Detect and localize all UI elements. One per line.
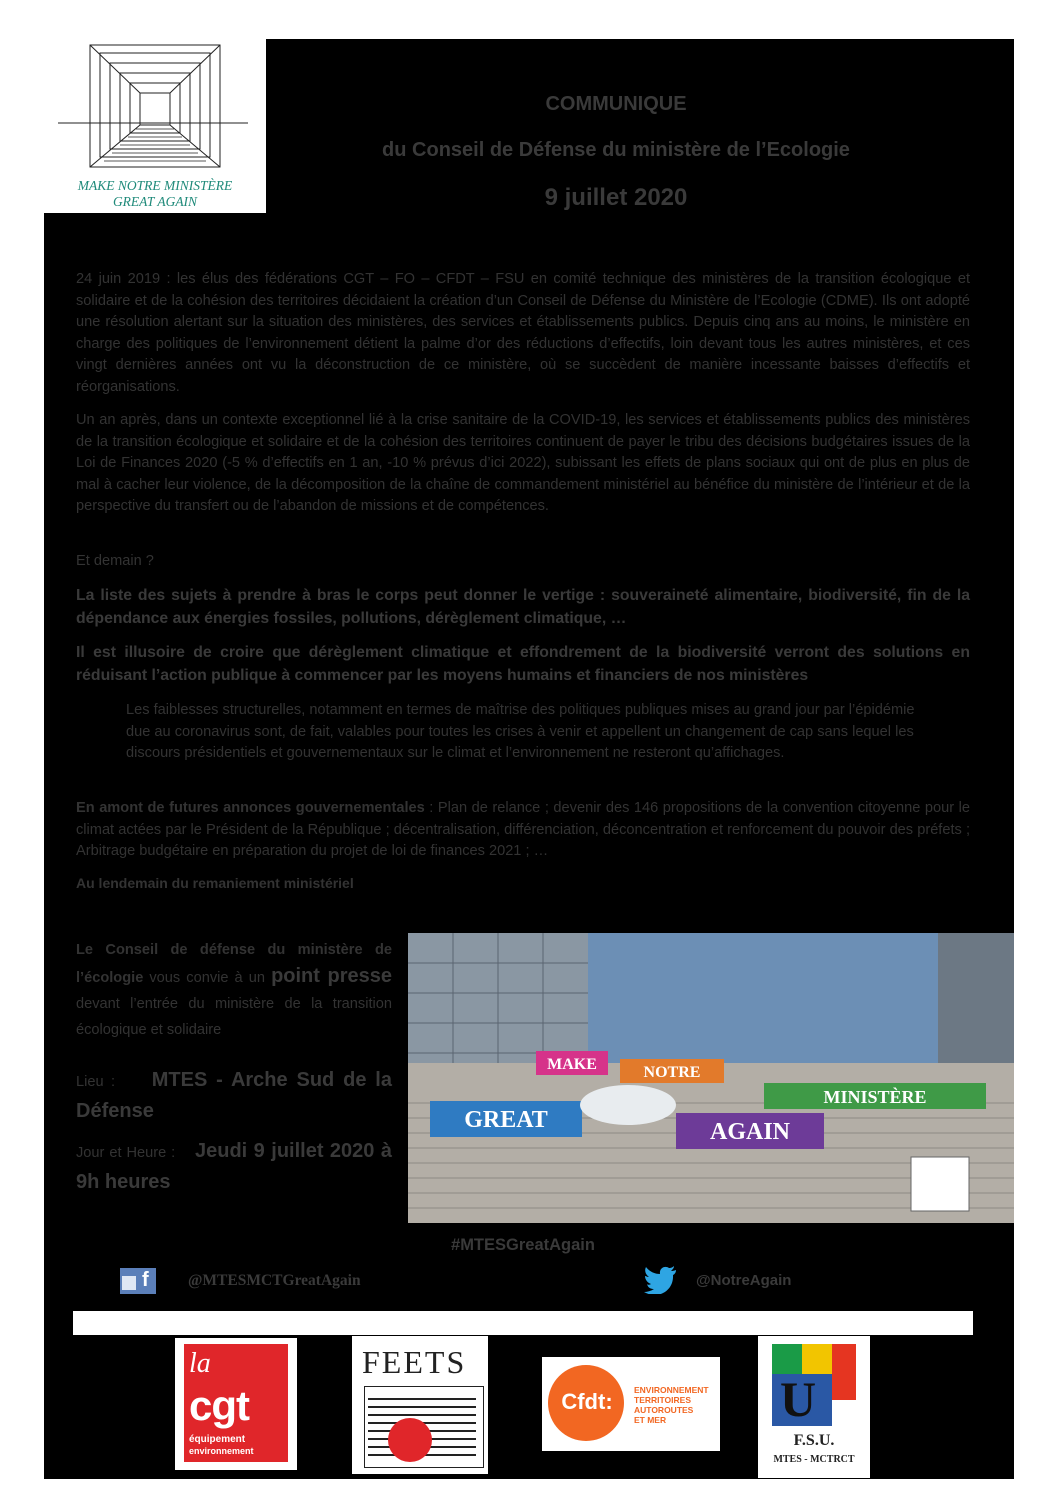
- photo-word-again: AGAIN: [709, 1119, 791, 1145]
- feets-fo-logo: [352, 1336, 488, 1474]
- communique-date: 9 juillet 2020: [544, 184, 688, 211]
- paragraph-5: Il est illusoire de croire que dérèglement climatique et effondrement de la biodiversité verront des solutions en réduisant l’action publique à commencer par les moyens humains et financiers de nos ministères: [76, 644, 970, 684]
- paragraph-2: Un an après, dans un contexte exceptionnel lié à la crise sanitaire de la COVID-19, les services et établissements publics des ministères de la transition écologique et solidaire et de la cohésion des territoires continuent de payer le tribu des décisions budgétaires issues de la Loi de Finances 2020 (-5 % d’effectifs en 1 an, -10 % prévus d’ici 2022), subissant les effets de plans sociaux qui ont de plus en plus de mal à cacher leur violence, de la décomposition de la chaîne de commandement ministériel au bénéfice du ministère de l’intérieur et de la perspective du transfert ou de l’abandon de missions et de compétences.: [76, 412, 970, 515]
- photo-word-ministere: MINISTÈRE: [823, 1087, 927, 1107]
- fsu-logo: U F.S.U. MTES - MCTRCT: [758, 1336, 870, 1478]
- cfdt-sub-4: ET MER: [634, 1415, 667, 1425]
- cgt-logo: [175, 1338, 297, 1470]
- cgt-text: cgt: [189, 1382, 249, 1429]
- cfdt-text: Cfdt:: [561, 1389, 613, 1414]
- jour-value: Jeudi 9 juillet 2020 à 9h heures: [76, 1140, 392, 1193]
- lieu-label: Lieu :: [76, 1074, 115, 1090]
- paragraph-8: Au lendemain du remaniement ministériel: [76, 875, 354, 891]
- paragraph-7-rest: : Plan de relance ; devenir des 146 propositions de la convention citoyenne pour le climat actées par le Président de la République ; décentralisation, différenciation, déconcentration et renforcement du pouvoir des préfets ; Arbitrage budgétaire en préparation du projet de loi de finances 2021 ; …: [76, 800, 970, 860]
- logo-caption-line1: MAKE NOTRE MINISTÈRE: [77, 178, 233, 193]
- cgt-sub2: environnement: [189, 1446, 254, 1456]
- cfdt-logo: [542, 1357, 720, 1451]
- paragraph-3: Et demain ?: [76, 553, 154, 569]
- hashtag: #MTESGreatAgain: [451, 1236, 595, 1254]
- fsu-text: F.S.U.: [793, 1432, 835, 1449]
- invitation-mid: vous convie à un: [143, 970, 272, 986]
- white-strip: [73, 1311, 973, 1335]
- feets-text: FEETS: [362, 1344, 467, 1380]
- lieu-value: MTES - Arche Sud de la Défense: [76, 1069, 392, 1122]
- photo-word-great: GREAT: [464, 1107, 548, 1133]
- photo-word-make: MAKE: [547, 1056, 597, 1073]
- invitation-point-presse: point presse: [271, 965, 392, 987]
- photo-word-notre: NOTRE: [643, 1064, 701, 1081]
- event-photo: [408, 933, 1014, 1223]
- mnm-logo: [44, 39, 266, 213]
- invitation-end: devant l’entrée du ministère de la transition écologique et solidaire: [76, 996, 392, 1038]
- paragraph-6-indented: Les faiblesses structurelles, notamment en termes de maîtrise des politiques publiques mises au grand jour par l’épidémie due au coronavirus sont, de fait, valables pour toutes les crises à venir et appellent un changement de cap sans lequel les discours présidentiels et gouvernementaux sur le climat et l’environnement ne resteront qu’affichages.: [126, 702, 915, 762]
- twitter-bird-icon[interactable]: [644, 1266, 678, 1294]
- fsu-sub: MTES - MCTRCT: [773, 1454, 855, 1465]
- paragraph-4: La liste des sujets à prendre à bras le corps peut donner le vertige : souveraineté alimentaire, biodiversité, fin de la dépendance aux énergies fossiles, pollutions, dérèglement climatique, …: [76, 587, 970, 627]
- paragraph-7-bold: En amont de futures annonces gouvernementales: [76, 800, 425, 816]
- cfdt-sub-1: ENVIRONNEMENT: [634, 1385, 709, 1395]
- invitation-text: [76, 937, 392, 1043]
- lieu-line: [76, 1066, 392, 1128]
- cfdt-sub-2: TERRITOIRES: [634, 1395, 691, 1405]
- communique-title: COMMUNIQUE: [545, 93, 687, 115]
- logo-caption-line2: GREAT AGAIN: [112, 194, 198, 209]
- cgt-sub1: équipement: [189, 1434, 246, 1445]
- cgt-la: la: [189, 1348, 211, 1379]
- cfdt-subtitle: [634, 1385, 709, 1425]
- paragraph-7: [76, 798, 970, 863]
- paragraph-1: 24 juin 2019 : les élus des fédérations CGT – FO – CFDT – FSU en comité technique des ministères de la transition écologique et solidaire et de la cohésion des territoires décidaient la création d’un Conseil de Défense du Ministère de l’Ecologie (CDME). Ils ont adopté une résolution alertant sur la situation des ministères, des services et établissements publics. Depuis cinq ans au moins, le ministère en charge des politiques de l’environnement détient la palme d’or des réductions d’effectifs, loin devant tous les autres ministères, et ces vingt dernières années ont vu la déconstruction de ce ministère, où se succèdent de manière incessante baisses d’effectifs et réorganisations.: [76, 271, 970, 395]
- facebook-handle[interactable]: @MTESMCTGreatAgain: [188, 1272, 361, 1289]
- twitter-handle[interactable]: @NotreAgain: [696, 1272, 792, 1289]
- arche-steps-photo: [408, 933, 1014, 1223]
- cfdt-sub-3: AUTOROUTES: [634, 1405, 694, 1415]
- jour-line: [76, 1137, 392, 1199]
- facebook-icon[interactable]: f: [120, 1268, 156, 1294]
- communique-subtitle: du Conseil de Défense du ministère de l’Ecologie: [382, 139, 850, 161]
- invitation-bold: Le Conseil de défense du ministère de l’écologie: [76, 942, 392, 986]
- jour-label: Jour et Heure :: [76, 1145, 176, 1161]
